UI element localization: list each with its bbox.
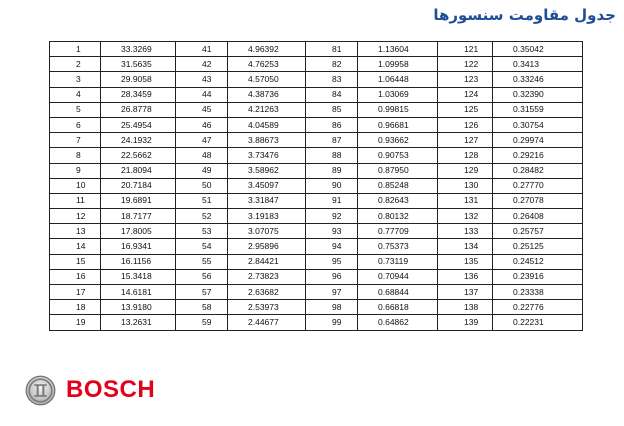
table-row bbox=[50, 42, 583, 57]
resistance-value-cell: 0.25125 bbox=[493, 239, 583, 254]
resistance-value-cell: 0.82643 bbox=[358, 193, 438, 208]
resistance-value-cell: 0.30754 bbox=[493, 117, 583, 132]
table-row bbox=[50, 254, 583, 269]
sensor-index-cell: 90 bbox=[306, 178, 358, 193]
sensor-index-cell: 14 bbox=[50, 239, 101, 254]
resistance-value-cell: 29.9058 bbox=[101, 72, 176, 87]
sensor-index-cell: 94 bbox=[306, 239, 358, 254]
sensor-index-cell: 124 bbox=[438, 87, 493, 102]
resistance-value-cell: 3.07075 bbox=[228, 224, 306, 239]
sensor-index-cell: 138 bbox=[438, 300, 493, 315]
sensor-index-cell: 12 bbox=[50, 209, 101, 224]
sensor-index-cell: 129 bbox=[438, 163, 493, 178]
table-row bbox=[50, 117, 583, 132]
sensor-index-cell: 18 bbox=[50, 300, 101, 315]
sensor-index-cell: 59 bbox=[176, 315, 228, 330]
sensor-index-cell: 47 bbox=[176, 133, 228, 148]
resistance-value-cell: 1.09958 bbox=[358, 57, 438, 72]
page-title: جدول مقاومت سنسورها bbox=[433, 6, 616, 24]
resistance-value-cell: 0.66818 bbox=[358, 300, 438, 315]
resistance-value-cell: 25.4954 bbox=[101, 117, 176, 132]
table-row bbox=[50, 300, 583, 315]
resistance-value-cell: 0.85248 bbox=[358, 178, 438, 193]
brand-logo bbox=[25, 373, 155, 407]
sensor-index-cell: 46 bbox=[176, 117, 228, 132]
resistance-value-cell: 0.33246 bbox=[493, 72, 583, 87]
sensor-index-cell: 53 bbox=[176, 224, 228, 239]
table-row bbox=[50, 148, 583, 163]
sensor-index-cell: 136 bbox=[438, 269, 493, 284]
sensor-index-cell: 122 bbox=[438, 57, 493, 72]
sensor-index-cell: 81 bbox=[306, 42, 358, 57]
resistance-value-cell: 0.68844 bbox=[358, 285, 438, 300]
sensor-index-cell: 87 bbox=[306, 133, 358, 148]
sensor-index-cell: 89 bbox=[306, 163, 358, 178]
sensor-index-cell: 97 bbox=[306, 285, 358, 300]
resistance-value-cell: 0.99815 bbox=[358, 102, 438, 117]
table-body bbox=[50, 42, 583, 331]
sensor-index-cell: 130 bbox=[438, 178, 493, 193]
sensor-index-cell: 10 bbox=[50, 178, 101, 193]
sensor-index-cell: 2 bbox=[50, 57, 101, 72]
sensor-index-cell: 139 bbox=[438, 315, 493, 330]
table-row bbox=[50, 193, 583, 208]
sensor-index-cell: 45 bbox=[176, 102, 228, 117]
sensor-index-cell: 13 bbox=[50, 224, 101, 239]
resistance-value-cell: 20.7184 bbox=[101, 178, 176, 193]
sensor-index-cell: 15 bbox=[50, 254, 101, 269]
sensor-index-cell: 58 bbox=[176, 300, 228, 315]
resistance-value-cell: 16.9341 bbox=[101, 239, 176, 254]
resistance-value-cell: 0.29974 bbox=[493, 133, 583, 148]
sensor-index-cell: 133 bbox=[438, 224, 493, 239]
resistance-value-cell: 3.73476 bbox=[228, 148, 306, 163]
resistance-value-cell: 0.22231 bbox=[493, 315, 583, 330]
resistance-value-cell: 3.19183 bbox=[228, 209, 306, 224]
resistance-value-cell: 0.27078 bbox=[493, 193, 583, 208]
resistance-value-cell: 15.3418 bbox=[101, 269, 176, 284]
sensor-resistance-table bbox=[49, 41, 583, 331]
sensor-index-cell: 42 bbox=[176, 57, 228, 72]
resistance-value-cell: 26.8778 bbox=[101, 102, 176, 117]
resistance-value-cell: 0.80132 bbox=[358, 209, 438, 224]
resistance-value-cell: 18.7177 bbox=[101, 209, 176, 224]
sensor-index-cell: 50 bbox=[176, 178, 228, 193]
sensor-index-cell: 95 bbox=[306, 254, 358, 269]
table-row bbox=[50, 209, 583, 224]
resistance-value-cell: 3.88673 bbox=[228, 133, 306, 148]
sensor-index-cell: 127 bbox=[438, 133, 493, 148]
table-row bbox=[50, 285, 583, 300]
table-row bbox=[50, 239, 583, 254]
resistance-value-cell: 2.63682 bbox=[228, 285, 306, 300]
sensor-index-cell: 88 bbox=[306, 148, 358, 163]
resistance-value-cell: 4.57050 bbox=[228, 72, 306, 87]
resistance-value-cell: 4.76253 bbox=[228, 57, 306, 72]
table-row bbox=[50, 87, 583, 102]
resistance-value-cell: 3.58962 bbox=[228, 163, 306, 178]
resistance-value-cell: 4.96392 bbox=[228, 42, 306, 57]
resistance-value-cell: 0.96681 bbox=[358, 117, 438, 132]
sensor-index-cell: 51 bbox=[176, 193, 228, 208]
sensor-index-cell: 19 bbox=[50, 315, 101, 330]
resistance-value-cell: 0.22776 bbox=[493, 300, 583, 315]
resistance-value-cell: 0.31559 bbox=[493, 102, 583, 117]
sensor-index-cell: 4 bbox=[50, 87, 101, 102]
resistance-value-cell: 0.29216 bbox=[493, 148, 583, 163]
sensor-index-cell: 91 bbox=[306, 193, 358, 208]
resistance-value-cell: 3.45097 bbox=[228, 178, 306, 193]
bosch-armature-logo-icon bbox=[25, 375, 56, 406]
resistance-value-cell: 31.5635 bbox=[101, 57, 176, 72]
resistance-value-cell: 24.1932 bbox=[101, 133, 176, 148]
sensor-index-cell: 93 bbox=[306, 224, 358, 239]
resistance-value-cell: 0.75373 bbox=[358, 239, 438, 254]
sensor-index-cell: 44 bbox=[176, 87, 228, 102]
resistance-value-cell: 3.31847 bbox=[228, 193, 306, 208]
sensor-index-cell: 52 bbox=[176, 209, 228, 224]
resistance-value-cell: 0.23338 bbox=[493, 285, 583, 300]
sensor-index-cell: 43 bbox=[176, 72, 228, 87]
resistance-value-cell: 4.04589 bbox=[228, 117, 306, 132]
resistance-value-cell: 16.1156 bbox=[101, 254, 176, 269]
resistance-value-cell: 4.21263 bbox=[228, 102, 306, 117]
resistance-value-cell: 0.28482 bbox=[493, 163, 583, 178]
resistance-value-cell: 1.13604 bbox=[358, 42, 438, 57]
resistance-value-cell: 22.5662 bbox=[101, 148, 176, 163]
sensor-index-cell: 49 bbox=[176, 163, 228, 178]
sensor-index-cell: 5 bbox=[50, 102, 101, 117]
resistance-value-cell: 0.3413 bbox=[493, 57, 583, 72]
table-row bbox=[50, 133, 583, 148]
sensor-index-cell: 11 bbox=[50, 193, 101, 208]
table-row bbox=[50, 102, 583, 117]
resistance-value-cell: 2.44677 bbox=[228, 315, 306, 330]
sensor-index-cell: 1 bbox=[50, 42, 101, 57]
resistance-value-cell: 0.77709 bbox=[358, 224, 438, 239]
sensor-index-cell: 57 bbox=[176, 285, 228, 300]
resistance-value-cell: 2.73823 bbox=[228, 269, 306, 284]
resistance-value-cell: 0.35042 bbox=[493, 42, 583, 57]
sensor-index-cell: 134 bbox=[438, 239, 493, 254]
table-row bbox=[50, 163, 583, 178]
sensor-index-cell: 128 bbox=[438, 148, 493, 163]
sensor-index-cell: 3 bbox=[50, 72, 101, 87]
sensor-index-cell: 132 bbox=[438, 209, 493, 224]
sensor-index-cell: 9 bbox=[50, 163, 101, 178]
sensor-index-cell: 82 bbox=[306, 57, 358, 72]
sensor-index-cell: 98 bbox=[306, 300, 358, 315]
resistance-value-cell: 4.38736 bbox=[228, 87, 306, 102]
resistance-value-cell: 33.3269 bbox=[101, 42, 176, 57]
sensor-index-cell: 6 bbox=[50, 117, 101, 132]
sensor-index-cell: 55 bbox=[176, 254, 228, 269]
resistance-value-cell: 0.26408 bbox=[493, 209, 583, 224]
resistance-value-cell: 0.32390 bbox=[493, 87, 583, 102]
sensor-index-cell: 137 bbox=[438, 285, 493, 300]
table-row bbox=[50, 72, 583, 87]
resistance-value-cell: 0.93662 bbox=[358, 133, 438, 148]
sensor-index-cell: 56 bbox=[176, 269, 228, 284]
sensor-index-cell: 125 bbox=[438, 102, 493, 117]
resistance-value-cell: 13.9180 bbox=[101, 300, 176, 315]
resistance-value-cell: 0.90753 bbox=[358, 148, 438, 163]
resistance-value-cell: 0.24512 bbox=[493, 254, 583, 269]
table-row bbox=[50, 269, 583, 284]
resistance-value-cell: 0.73119 bbox=[358, 254, 438, 269]
sensor-index-cell: 96 bbox=[306, 269, 358, 284]
resistance-value-cell: 21.8094 bbox=[101, 163, 176, 178]
sensor-index-cell: 92 bbox=[306, 209, 358, 224]
resistance-value-cell: 0.23916 bbox=[493, 269, 583, 284]
sensor-index-cell: 16 bbox=[50, 269, 101, 284]
sensor-index-cell: 131 bbox=[438, 193, 493, 208]
resistance-value-cell: 0.70944 bbox=[358, 269, 438, 284]
resistance-value-cell: 28.3459 bbox=[101, 87, 176, 102]
resistance-value-cell: 1.03069 bbox=[358, 87, 438, 102]
sensor-index-cell: 135 bbox=[438, 254, 493, 269]
sensor-index-cell: 83 bbox=[306, 72, 358, 87]
sensor-index-cell: 17 bbox=[50, 285, 101, 300]
resistance-value-cell: 0.87950 bbox=[358, 163, 438, 178]
resistance-value-cell: 19.6891 bbox=[101, 193, 176, 208]
resistance-value-cell: 2.95896 bbox=[228, 239, 306, 254]
sensor-index-cell: 121 bbox=[438, 42, 493, 57]
sensor-index-cell: 99 bbox=[306, 315, 358, 330]
resistance-value-cell: 2.84421 bbox=[228, 254, 306, 269]
resistance-value-cell: 1.06448 bbox=[358, 72, 438, 87]
table-row bbox=[50, 224, 583, 239]
sensor-index-cell: 48 bbox=[176, 148, 228, 163]
resistance-value-cell: 13.2631 bbox=[101, 315, 176, 330]
table-row bbox=[50, 315, 583, 330]
sensor-index-cell: 126 bbox=[438, 117, 493, 132]
resistance-value-cell: 0.25757 bbox=[493, 224, 583, 239]
sensor-index-cell: 54 bbox=[176, 239, 228, 254]
sensor-index-cell: 86 bbox=[306, 117, 358, 132]
resistance-value-cell: 0.64862 bbox=[358, 315, 438, 330]
sensor-index-cell: 84 bbox=[306, 87, 358, 102]
brand-name: BOSCH bbox=[66, 376, 156, 403]
table-row bbox=[50, 57, 583, 72]
sensor-index-cell: 7 bbox=[50, 133, 101, 148]
table-row bbox=[50, 178, 583, 193]
sensor-index-cell: 85 bbox=[306, 102, 358, 117]
resistance-value-cell: 17.8005 bbox=[101, 224, 176, 239]
resistance-value-cell: 2.53973 bbox=[228, 300, 306, 315]
resistance-value-cell: 0.27770 bbox=[493, 178, 583, 193]
sensor-index-cell: 8 bbox=[50, 148, 101, 163]
sensor-index-cell: 41 bbox=[176, 42, 228, 57]
resistance-value-cell: 14.6181 bbox=[101, 285, 176, 300]
sensor-index-cell: 123 bbox=[438, 72, 493, 87]
